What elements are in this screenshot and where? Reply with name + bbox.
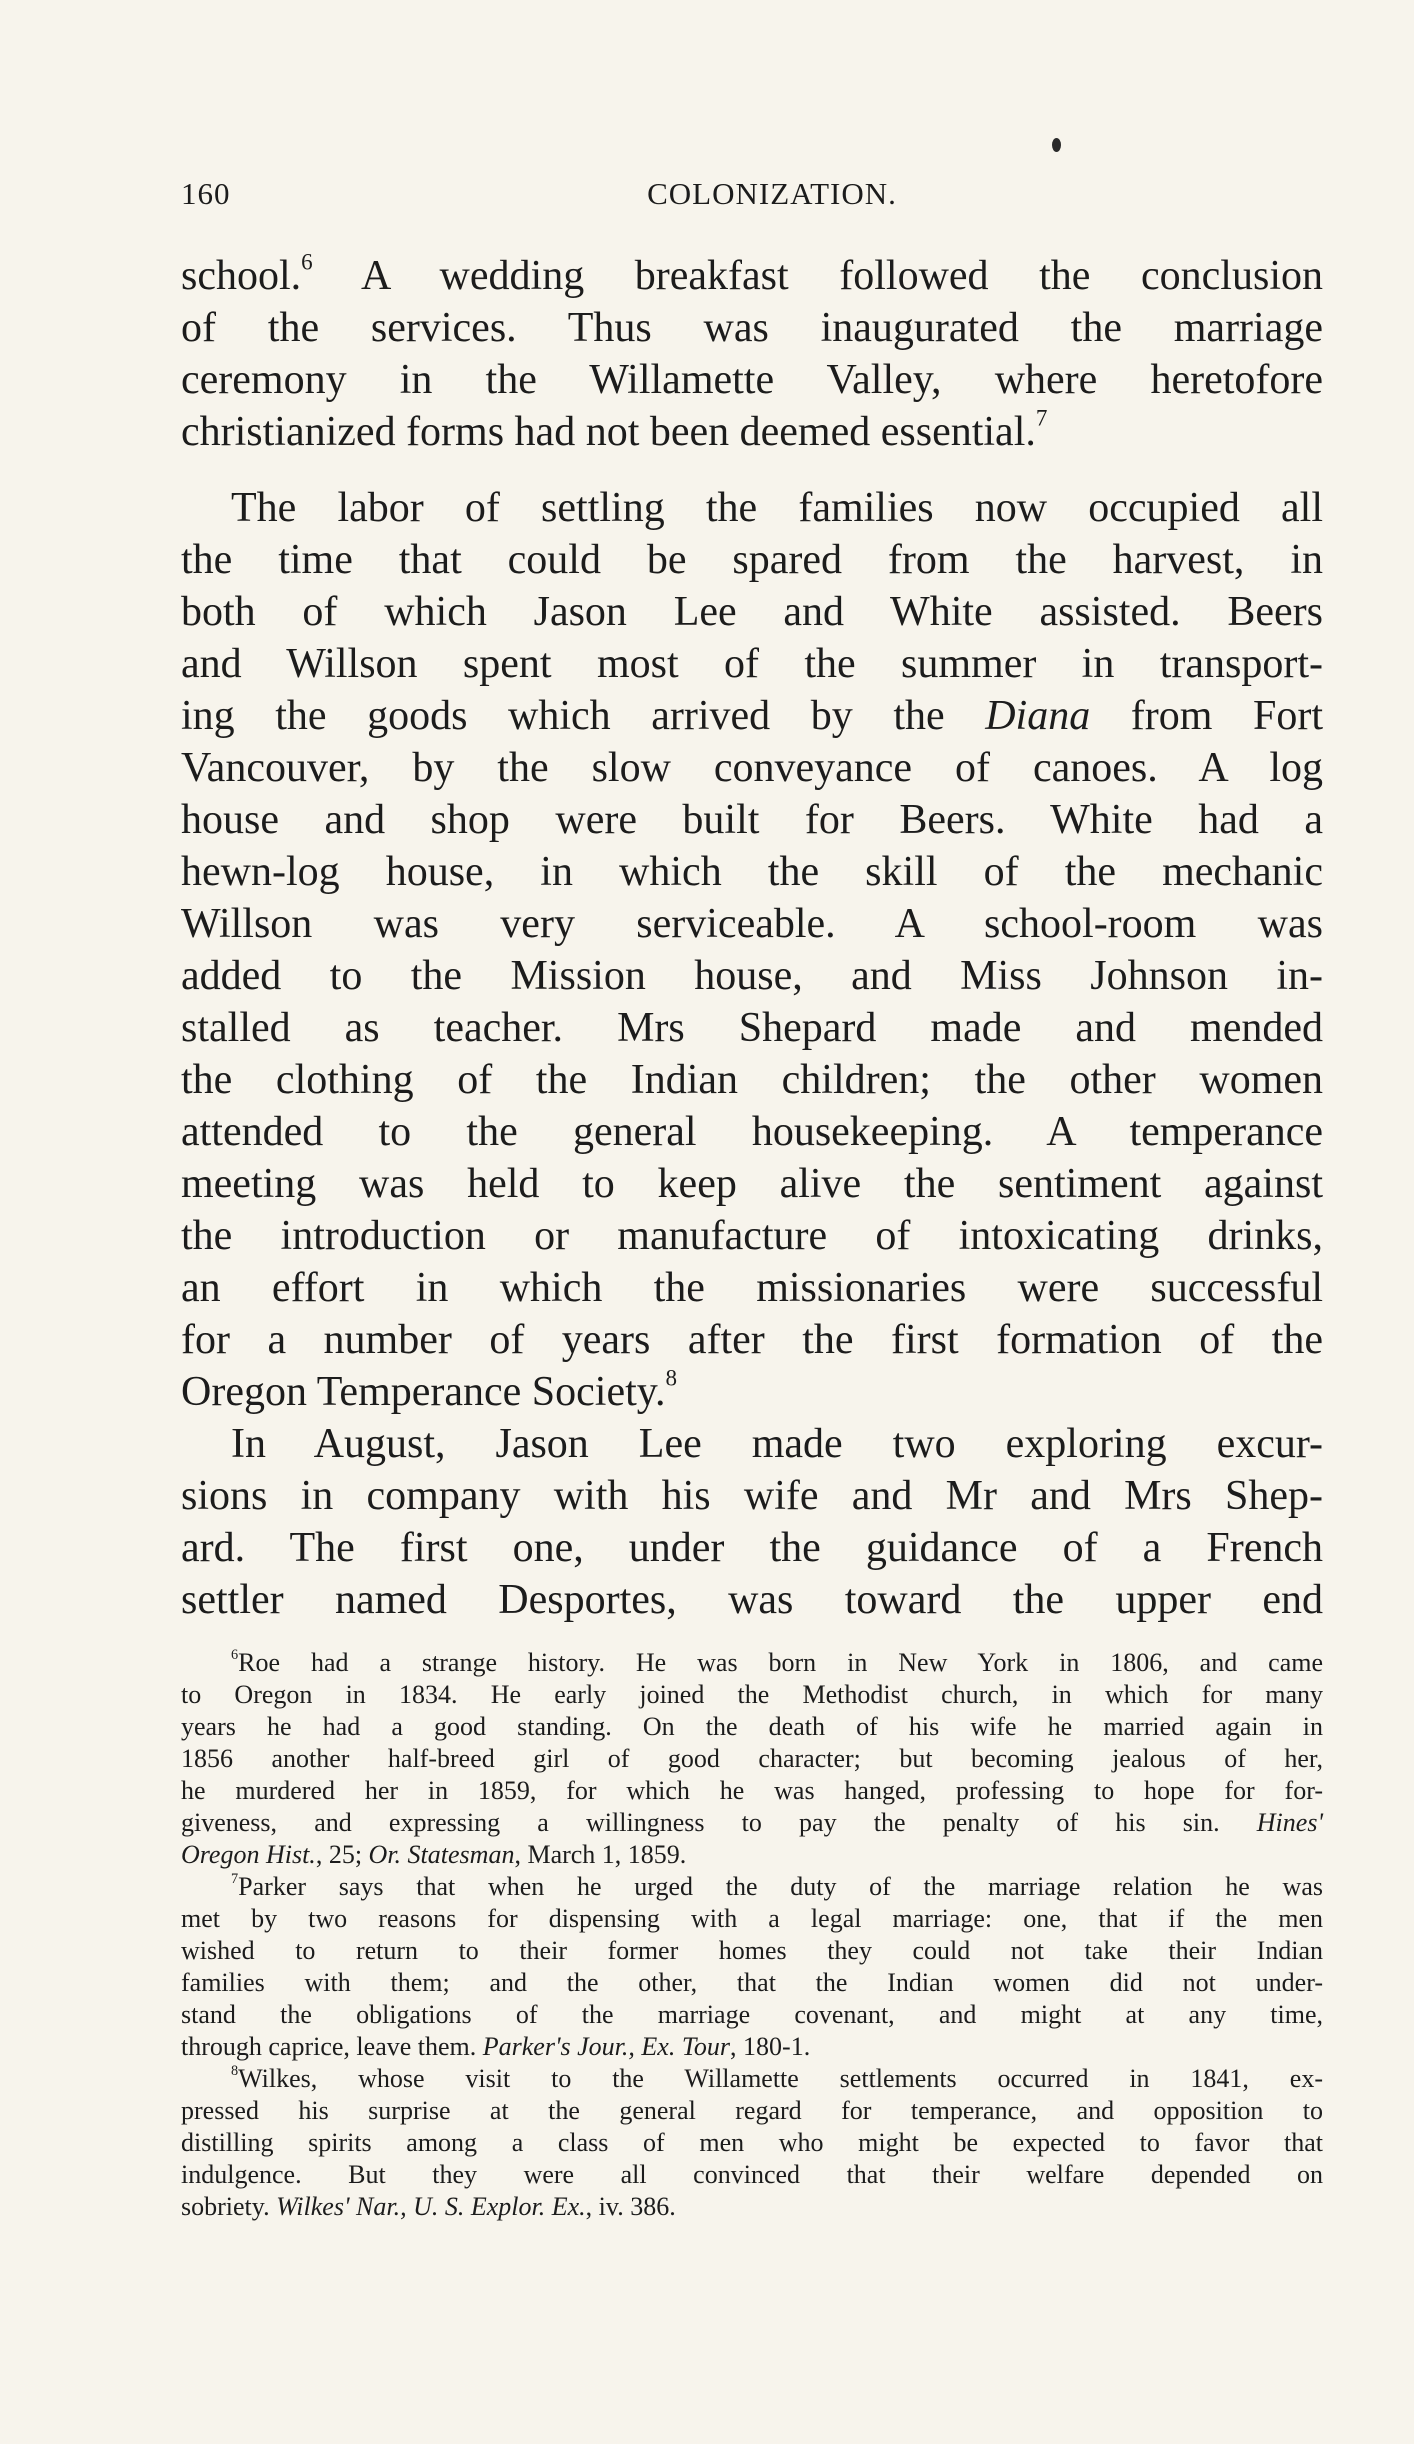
footnote-line: met by two reasons for dispensing with a legal marriage: one, that if the men bbox=[181, 1904, 1323, 1933]
text-line: In August, Jason Lee made two exploring excur- bbox=[231, 1421, 1323, 1467]
footnote-line: $^8$Wilkes, whose visit to the Willamette settlements occurred in 1841, ex- bbox=[231, 2062, 1323, 2093]
text-line: attended to the general housekeeping. A temperance bbox=[181, 1109, 1323, 1155]
footnote-line: through caprice, leave them. Parker's Jour., Ex. Tour, 180-1. bbox=[181, 2032, 811, 2061]
text-line: meeting was held to keep alive the sentiment against bbox=[181, 1161, 1323, 1207]
text-line: school.$^6$ A wedding breakfast followed the conclusion bbox=[181, 248, 1323, 299]
text-line: house and shop were built for Beers. White had a bbox=[181, 797, 1323, 843]
text-line: an effort in which the missionaries were successful bbox=[181, 1265, 1323, 1311]
text-line: the clothing of the Indian children; the other women bbox=[181, 1057, 1323, 1103]
footnote-line: to Oregon in 1834. He early joined the Methodist church, in which for many bbox=[181, 1680, 1323, 1709]
text-line: both of which Jason Lee and White assisted. Beers bbox=[181, 589, 1323, 635]
footnotes bbox=[181, 1647, 1323, 2223]
footnote-line: years he had a good standing. On the death of his wife he married again in bbox=[181, 1712, 1323, 1741]
footnote-line: stand the obligations of the marriage covenant, and might at any time, bbox=[181, 2000, 1323, 2029]
text-line: added to the Mission house, and Miss Johnson in- bbox=[181, 953, 1323, 999]
text-line: Vancouver, by the slow conveyance of canoes. A log bbox=[181, 745, 1323, 791]
footnote-line: $^6$Roe had a strange history. He was born in New York in 1806, and came bbox=[231, 1646, 1323, 1677]
footnote-line: pressed his surprise at the general regard for temperance, and opposition to bbox=[181, 2096, 1323, 2125]
footnote-line: sobriety. Wilkes' Nar., U. S. Explor. Ex., iv. 386. bbox=[181, 2192, 676, 2221]
text-line: and Willson spent most of the summer in transport- bbox=[181, 641, 1323, 687]
ship-name: Diana bbox=[985, 693, 1091, 739]
citation-title: Hines' bbox=[1256, 1808, 1323, 1837]
text-line: sions in company with his wife and Mr and Mrs Shep- bbox=[181, 1473, 1323, 1519]
footnote-marker: 8 bbox=[231, 2062, 239, 2079]
text-line: ing the goods which arrived by the Diana from Fort bbox=[181, 693, 1324, 739]
footnote-ref-6: 6 bbox=[301, 248, 313, 275]
running-head bbox=[181, 176, 1323, 220]
page-number: 160 bbox=[181, 176, 231, 211]
text-line: The labor of settling the families now occupied all bbox=[231, 485, 1323, 531]
footnote-line: Oregon Hist., 25; Or. Statesman, March 1, 1859. bbox=[181, 1840, 687, 1869]
footnote-line: wished to return to their former homes they could not take their Indian bbox=[181, 1936, 1323, 1965]
text-line: the time that could be spared from the harvest, in bbox=[181, 537, 1323, 583]
text-line: christianized forms had not been deemed essential.$^7$ bbox=[181, 404, 1048, 455]
footnote-line: $^7$Parker says that when he urged the duty of the marriage relation he was bbox=[231, 1870, 1323, 1901]
running-title: COLONIZATION. bbox=[647, 176, 897, 211]
text-line: ceremony in the Willamette Valley, where heretofore bbox=[181, 357, 1323, 403]
footnote-line: giveness, and expressing a willingness to pay the penalty of his sin. Hines' bbox=[181, 1808, 1323, 1837]
text-line: Willson was very serviceable. A school-room was bbox=[181, 901, 1323, 947]
text-line: settler named Desportes, was toward the upper end bbox=[181, 1577, 1323, 1623]
footnote-7 bbox=[181, 1871, 1323, 2063]
footnote-line: indulgence. But they were all convinced that their welfare depended on bbox=[181, 2160, 1323, 2189]
text-line: ard. The first one, under the guidance of a French bbox=[181, 1525, 1323, 1571]
footnote-ref-8: 8 bbox=[665, 1364, 678, 1391]
body-text bbox=[181, 250, 1323, 1626]
footnote-6 bbox=[181, 1647, 1323, 1871]
citation-title: Oregon Hist. bbox=[181, 1840, 316, 1869]
footnote-line: distilling spirits among a class of men who might be expected to favor that bbox=[181, 2128, 1323, 2157]
citation-title: Or. Statesman bbox=[368, 1840, 515, 1869]
footnote-ref-7: 7 bbox=[1035, 404, 1048, 431]
footnote-line: families with them; and the other, that the Indian women did not under- bbox=[181, 1968, 1323, 1997]
text-line: of the services. Thus was inaugurated the marriage bbox=[181, 305, 1323, 351]
footnote-8 bbox=[181, 2063, 1323, 2223]
ink-speck bbox=[1052, 138, 1061, 152]
text-line: stalled as teacher. Mrs Shepard made and mended bbox=[181, 1005, 1323, 1051]
footnote-line: 1856 another half-breed girl of good character; but becoming jealous of her, bbox=[181, 1744, 1323, 1773]
citation-title: Parker's Jour., Ex. Tour bbox=[482, 2032, 731, 2061]
citation-title: Wilkes' Nar., U. S. Explor. Ex. bbox=[276, 2192, 586, 2221]
text-line: Oregon Temperance Society.$^8$ bbox=[181, 1364, 678, 1415]
text-line: for a number of years after the first formation of the bbox=[181, 1317, 1323, 1363]
footnote-line: he murdered her in 1859, for which he was hanged, professing to hope for for- bbox=[181, 1776, 1323, 1805]
footnote-marker: 6 bbox=[231, 1646, 239, 1663]
text-line: the introduction or manufacture of intoxicating drinks, bbox=[181, 1213, 1323, 1259]
text-line: hewn-log house, in which the skill of the mechanic bbox=[181, 849, 1323, 895]
footnote-marker: 7 bbox=[231, 1870, 239, 1887]
